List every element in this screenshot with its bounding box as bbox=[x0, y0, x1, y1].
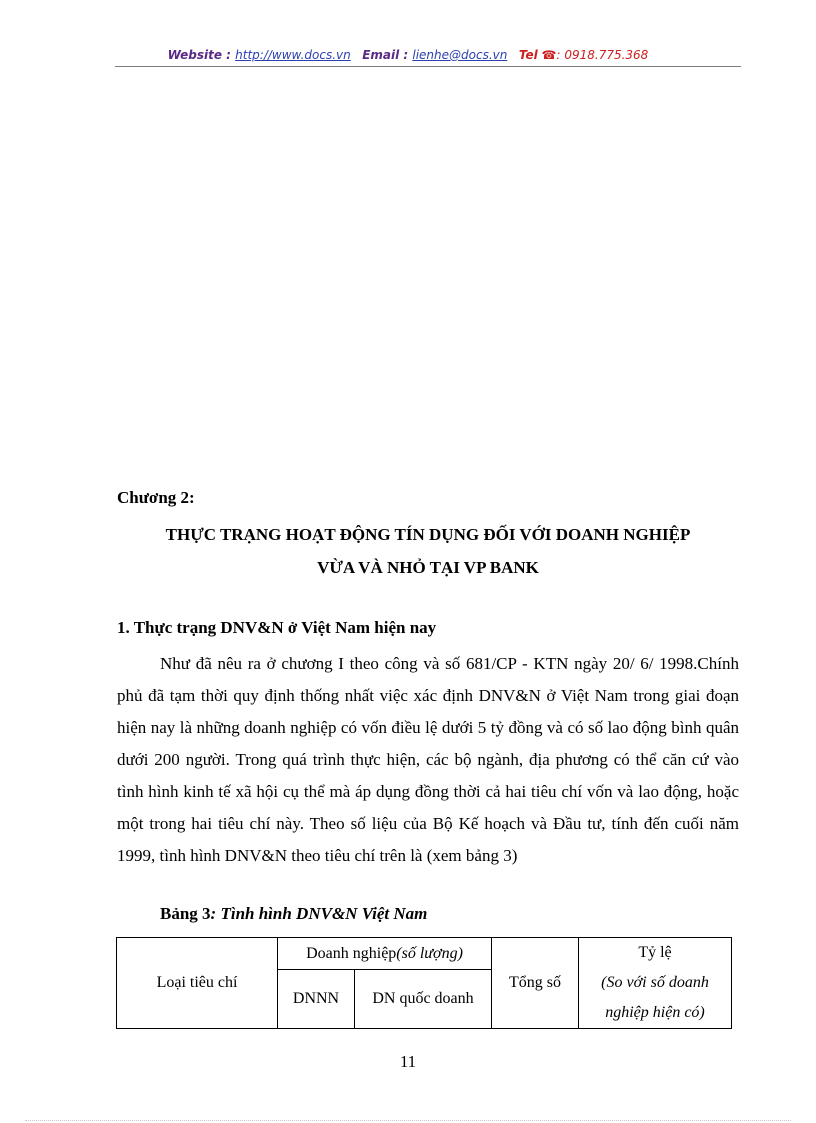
header-ratio-note: (So với số doanh nghiệp hiện có) bbox=[601, 974, 709, 1021]
tel-value: : 0918.775.368 bbox=[556, 48, 649, 62]
header-ratio: Tỷ lệ (So với số doanh nghiệp hiện có) bbox=[579, 938, 732, 1029]
table-caption bbox=[160, 904, 427, 924]
body-paragraph: Như đã nêu ra ở chương I theo công và số 681/CP - KTN ngày 20/ 6/ 1998.Chính phủ đã tạm thời quy định thống nhất việc xác định DNV&N ở Việt Nam trong giai đoạn hiện nay là những doanh nghiệp có vốn điều lệ dưới 5 tỷ đồng và có số lao động bình quân dưới 200 người. Trong quá trình thực hiện, các bộ ngành, địa phương có thể căn cứ vào tình hình kinh tế xã hội cụ thể mà áp dụng đồng thời cả hai tiêu chí vốn và lao động, hoặc một trong hai tiêu chí này. Theo số liệu của Bộ Kế hoạch và Đầu tư, tính đến cuối năm 1999, tình hình DNV&N theo tiêu chí trên là (xem bảng 3) bbox=[117, 654, 739, 865]
tel-label: Tel bbox=[518, 48, 538, 62]
email-link[interactable]: lienhe@docs.vn bbox=[412, 48, 508, 62]
table-caption-title: : Tình hình DNV&N Việt Nam bbox=[210, 904, 428, 923]
chapter-title-line-2: VỪA VÀ NHỎ TẠI VP BANK bbox=[317, 558, 539, 577]
table-caption-label: Bảng 3 bbox=[160, 904, 211, 923]
phone-icon: ☎ bbox=[541, 48, 557, 62]
email-label: Email bbox=[362, 48, 400, 62]
website-link[interactable]: http://www.docs.vn bbox=[235, 48, 351, 62]
header-enterprise-note: (số lượng) bbox=[396, 944, 463, 962]
page-number: 11 bbox=[399, 1052, 417, 1071]
header-dn-quoc-doanh: DN quốc doanh bbox=[355, 970, 492, 1029]
page-header: Website : http://www.docs.vn Email : lienhe@docs.vn Tel ☎: 0918.775.368 bbox=[167, 48, 649, 62]
chapter-title-line-1: THỰC TRẠNG HOẠT ĐỘNG TÍN DỤNG ĐỐI VỚI DOANH NGHIỆP bbox=[165, 525, 691, 544]
header-criteria: Loại tiêu chí bbox=[117, 938, 278, 1029]
chapter-label: Chương 2: bbox=[117, 488, 195, 507]
chapter-title bbox=[100, 518, 756, 584]
data-table bbox=[116, 937, 732, 1029]
header-divider bbox=[115, 66, 741, 67]
footer-divider bbox=[25, 1120, 791, 1121]
header-total: Tổng số bbox=[492, 938, 579, 1029]
header-enterprise: Doanh nghiệp(số lượng) bbox=[278, 938, 492, 970]
website-label: Website bbox=[167, 48, 222, 62]
header-dnnn: DNNN bbox=[278, 970, 355, 1029]
section-heading: 1. Thực trạng DNV&N ở Việt Nam hiện nay bbox=[117, 618, 437, 637]
